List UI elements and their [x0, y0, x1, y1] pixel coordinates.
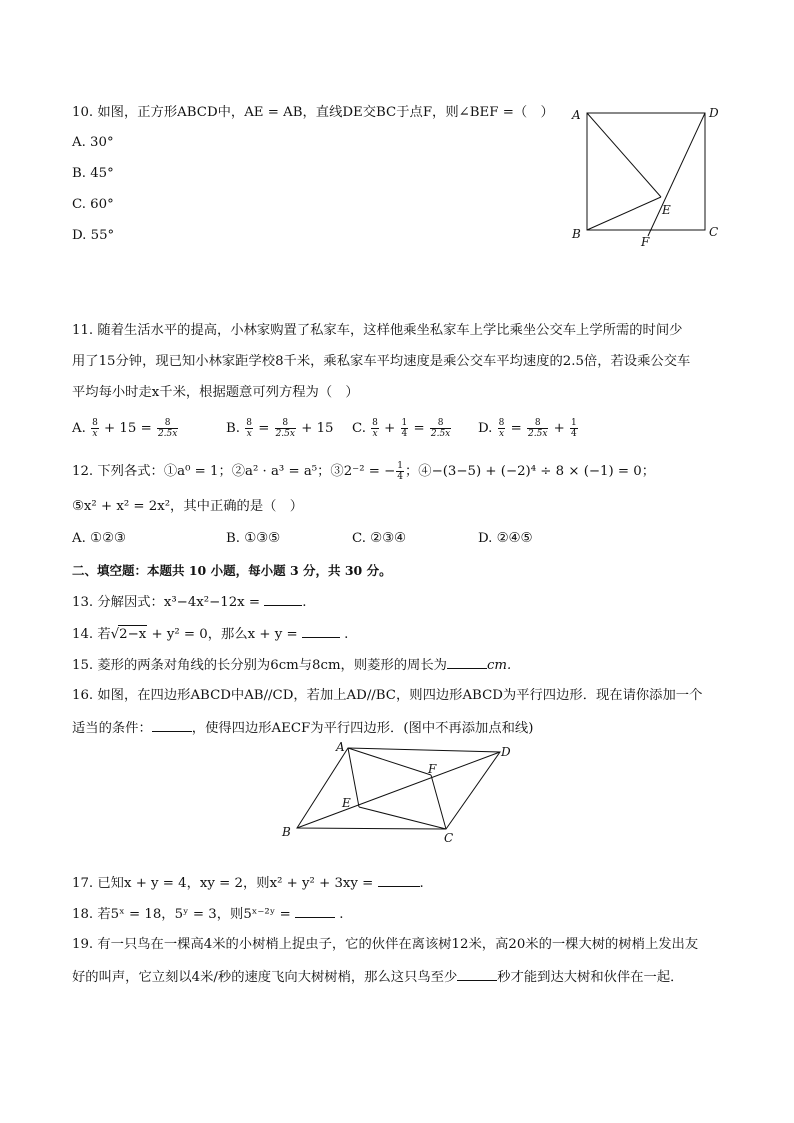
q10-figure-square — [566, 100, 726, 250]
q16-label-d: D — [501, 745, 511, 759]
q16-label-c: C — [444, 831, 454, 845]
q11-option-d: D. $\frac{8}{x}$ = $\frac{8}{2.5x}$ + $\frac{1}{4}$ — [478, 418, 577, 439]
q10-stem: 10. 如图，正方形ABCD中，AE = AB，直线DE交BC于点F，则∠BEF =（ ） — [72, 105, 554, 120]
q12-line1: 12. 下列各式：①a⁰ = 1；②a² · a³ = a⁵；③2⁻² = − $\frac{1}{4}$ ；④−(3−5) + (−2)⁴ ÷ 8 × (−1) = 0； — [72, 461, 656, 482]
section-2-heading: 二、填空题：本题共 10 小题，每小题 3 分，共 30 分。 — [72, 563, 392, 578]
q16-label-e: E — [342, 796, 351, 810]
q16-label-f: F — [428, 762, 437, 776]
q12-option-d: D. ②④⑤ — [478, 531, 533, 546]
q12-option-b: B. ①③⑤ — [226, 531, 280, 546]
q16-figure-parallelogram — [278, 734, 518, 846]
q10-option-d: D. 55° — [72, 228, 115, 243]
q10-option-a: A. 30° — [72, 135, 114, 150]
q11-line2: 用了15分钟，现已知小林家距学校8千米，乘私家车平均速度是乘公交车平均速度的2.5倍，若设乘公交车 — [72, 354, 691, 369]
q10-label-a: A — [572, 108, 581, 122]
q19-line2: 好的叫声，它立刻以4米/秒的速度飞向大树树梢，那么这只鸟至少 秒才能到达大树和伙伴在一起． — [72, 967, 683, 987]
q10-label-d: D — [709, 106, 719, 120]
q10-label-e: E — [662, 203, 671, 217]
q16-label-b: B — [282, 825, 291, 839]
q10-label-f: F — [641, 235, 650, 249]
q10-label-b: B — [572, 227, 581, 241]
q11-line3: 平均每小时走x千米，根据题意可列方程为（ ） — [72, 385, 359, 400]
q11-option-a: A. $\frac{8}{x}$ + 15 = $\frac{8}{2.5x}$ — [72, 418, 178, 439]
q12-option-a: A. ①②③ — [72, 531, 126, 546]
q11-option-b: B. $\frac{8}{x}$ = $\frac{8}{2.5x}$ + 15 — [226, 418, 334, 439]
q14: 14. 若√2−x + y² = 0，那么x + y = . — [72, 624, 348, 644]
q16-label-a: A — [336, 740, 345, 754]
q16-line2: 适当的条件： ，使得四边形AECF为平行四边形．(图中不再添加点和线) — [72, 718, 533, 738]
q13: 13. 分解因式：x³−4x²−12x = . — [72, 592, 307, 612]
q11-line1: 11. 随着生活水平的提高，小林家购置了私家车，这样他乘坐私家车上学比乘坐公交车上学所需的时间少 — [72, 323, 683, 338]
q12-line2: ⑤x² + x² = 2x²，其中正确的是（ ） — [72, 499, 304, 514]
q18: 18. 若5ˣ = 18，5ʸ = 3，则5ˣ⁻²ʸ = . — [72, 904, 343, 924]
q10-option-b: B. 45° — [72, 166, 114, 181]
q19-line1: 19. 有一只鸟在一棵高4米的小树梢上捉虫子，它的伙伴在离该树12米，高20米的一棵大树的树梢上发出友 — [72, 937, 699, 952]
q10-label-c: C — [709, 225, 719, 239]
q17: 17. 已知x + y = 4，xy = 2，则x² + y² + 3xy = . — [72, 873, 424, 893]
q16-line1: 16. 如图，在四边形ABCD中AB//CD，若加上AD//BC，则四边形ABCD为平行四边形．现在请你添加一个 — [72, 688, 703, 703]
q10-option-c: C. 60° — [72, 197, 114, 212]
q12-option-c: C. ②③④ — [352, 531, 406, 546]
q15: 15. 菱形的两条对角线的长分别为6cm与8cm，则菱形的周长为 cm. — [72, 655, 511, 675]
q11-option-c: C. $\frac{8}{x}$ + $\frac{1}{4}$ = $\frac{8}{2.5x}$ — [352, 418, 451, 439]
